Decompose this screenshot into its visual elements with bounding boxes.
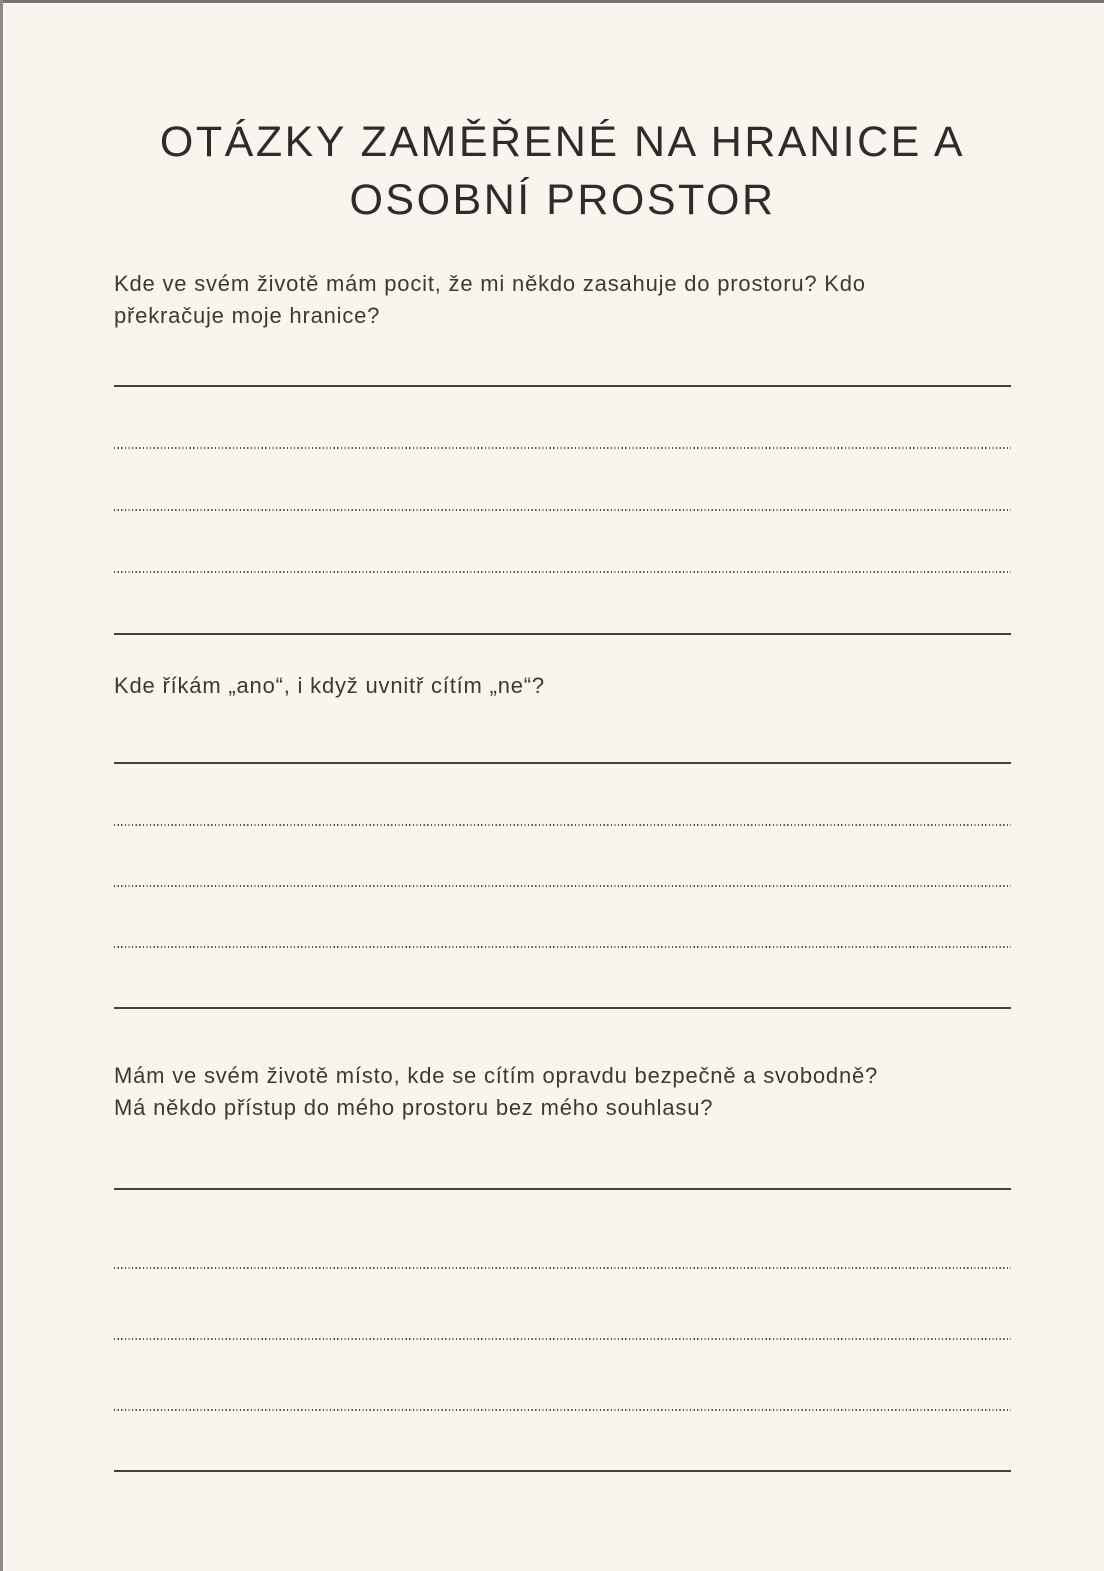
question-2-line-1: Kde říkám „ano“, i když uvnitř cítím „ne“? — [114, 673, 545, 698]
question-1-line-1: Kde ve svém životě mám pocit, že mi někdo zasahuje do prostoru? Kdo — [114, 271, 866, 296]
page-title-line-2: OSOBNÍ PROSTOR — [349, 176, 776, 224]
answer-block-1-line-4-dotted — [114, 571, 1011, 573]
answer-block-3-line-2-dotted — [114, 1267, 1011, 1269]
answer-block-2-line-4-dotted — [114, 946, 1011, 948]
question-2-saying-yes-feeling-no — [114, 670, 1014, 702]
page-left-edge — [0, 0, 3, 1571]
question-1-boundaries-intrusion — [114, 268, 1014, 332]
question-3-safe-place — [114, 1060, 1014, 1124]
page-title-line-1: OTÁZKY ZAMĚŘENÉ NA HRANICE A — [159, 118, 966, 166]
answer-block-2-line-2-dotted — [114, 824, 1011, 826]
answer-block-3-line-1-solid — [114, 1188, 1011, 1190]
answer-block-1-line-3-dotted — [114, 509, 1011, 511]
question-1-line-2: překračuje moje hranice? — [114, 303, 381, 328]
answer-block-3-line-3-dotted — [114, 1338, 1011, 1340]
question-3-line-1: Mám ve svém životě místo, kde se cítím opravdu bezpečně a svobodně? — [114, 1063, 879, 1088]
question-3-line-2: Má někdo přístup do mého prostoru bez mého souhlasu? — [114, 1095, 714, 1120]
answer-block-3-line-4-dotted — [114, 1409, 1011, 1411]
page-top-edge — [0, 0, 1104, 3]
answer-block-3-line-5-solid — [114, 1470, 1011, 1472]
page-title — [114, 113, 1011, 229]
answer-block-1-line-1-solid — [114, 385, 1011, 387]
answer-block-2-line-1-solid — [114, 762, 1011, 764]
answer-block-1-line-5-solid — [114, 633, 1011, 635]
answer-block-2-line-5-solid — [114, 1007, 1011, 1009]
answer-block-2-line-3-dotted — [114, 885, 1011, 887]
answer-block-1-line-2-dotted — [114, 447, 1011, 449]
